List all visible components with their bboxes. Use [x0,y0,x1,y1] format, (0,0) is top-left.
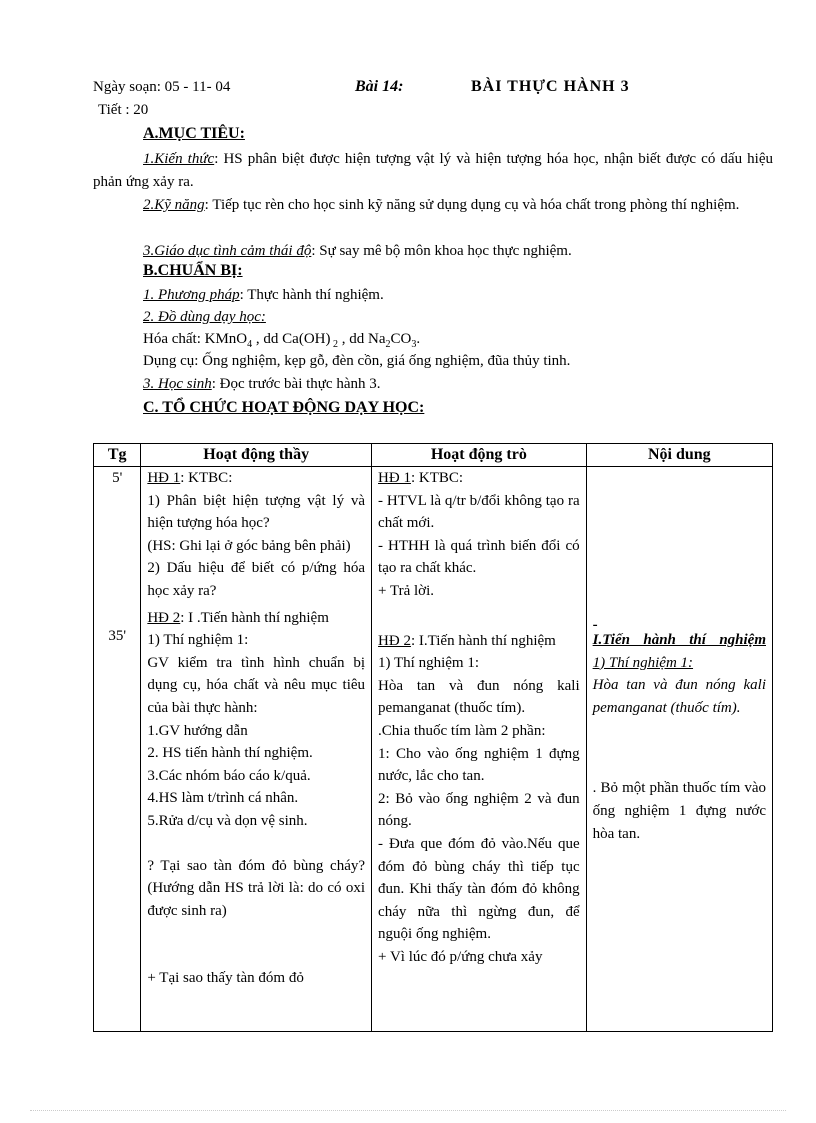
student-item: 1: Cho vào ống nghiệm 1 đựng nước, lắc cho tan. [378,745,580,785]
section-a-heading: A.MỤC TIÊU: [143,125,245,142]
student-hd2: HĐ 2 [378,632,411,649]
student-hd1: HĐ 1 [378,470,411,486]
attitude-label: 3.Giáo dục tình cảm thái độ [143,243,312,259]
student-item: - HTHH là quá trình biến đổi có tạo ra chất khác. [378,537,580,577]
equipment-line: Dụng cụ: Ống nghiệm, kẹp gỗ, đèn cồn, giá ống nghiệm, đũa thủy tinh. [143,353,571,369]
student-item: Hòa tan và đun nóng kali pemanganat (thuốc tím). [378,677,580,717]
teacher-item: GV kiểm tra tình hình chuẩn bị dụng cụ, hóa chất và nêu mục tiêu của bài thực hành: [147,654,366,716]
chem-text-3: , dd Na [337,331,386,347]
table-header-row [94,444,773,467]
chem-text-5: . [416,331,421,347]
time-35: 35' [108,627,127,644]
date-prepared: Ngày soạn: 05 - 11- 04 [93,79,231,95]
content-dash: - [592,617,598,633]
student-item: - Đưa que đóm đỏ vào.Nếu que đóm đỏ bùng cháy thì tiếp tục đun. Khi thấy tàn đóm đỏ không cháy nữa thì ngừng đun, để nguội ống nghiệm. [378,835,580,943]
chem-text-2: , dd Ca(OH) [252,331,331,347]
time-5: 5' [112,470,123,486]
teacher-item: 5.Rửa d/cụ và dọn vệ sinh. [147,812,308,829]
teacher-hd1-line [147,467,365,490]
teacher-item: 2. HS tiến hành thí nghiệm. [147,745,313,762]
skills-label: 2.Kỹ năng [143,197,205,213]
skills-text: : Tiếp tục rèn cho học sinh kỹ năng sử dụng dụng cụ và hóa chất trong phòng thí nghiệm. [204,197,740,213]
teacher-item: 3.Các nhóm báo cáo k/quả. [147,767,311,784]
teacher-item: 4.HS làm t/trình cá nhân. [147,790,299,807]
teacher-item: (HS: Ghi lại ở góc bảng bên phải) [147,537,351,554]
chem-sub-1: 4 [247,339,253,350]
chemicals-text: Hóa chất: KMnO [143,331,248,347]
students-line [143,376,380,393]
header-content: Nội dung [586,444,772,467]
table-row [94,467,773,1032]
section-c-heading: C. TỔ CHỨC HOẠT ĐỘNG DẠY HỌC: [143,399,425,416]
attitude-paragraph [93,240,773,263]
student-item: + Vì lúc đó p/ứng chưa xảy [378,948,543,965]
content-text: . Bỏ một phần thuốc tím vào ống nghiệm 1 đựng nước hòa tan. [592,780,766,842]
teacher-item: 1) Thí nghiệm 1: [147,632,249,649]
activities-table [93,443,773,1032]
chemicals-line [143,331,420,350]
knowledge-text: : HS phân biệt được hiện tượng vật lý và hiện tượng hóa học, nhận biết được có dấu hiệu phản ứng xảy ra. [93,151,773,190]
student-item: .Chia thuốc tím làm 2 phần: [378,722,546,739]
content-italic: Hòa tan và đun nóng kali pemanganat (thuốc tím). [592,677,766,716]
student-item: 1) Thí nghiệm 1: [378,655,479,672]
method-label: 1. Phương pháp [143,287,240,303]
chem-text-4: CO [390,331,412,347]
chem-sub-2: 2 [330,339,338,350]
teacher-hd1-rest: : KTBC: [180,470,233,486]
header-student: Hoạt động trò [372,444,587,467]
tools-colon: : [260,309,266,325]
student-hd2-rest: : I.Tiến hành thí nghiệm [410,632,556,649]
lesson-number: Bài 14: [355,78,404,95]
attitude-text: : Sự say mê bộ môn khoa học thực nghiệm. [311,243,572,259]
tools-line [143,309,266,326]
student-item: 2: Bỏ vào ống nghiệm 2 và đun nóng. [378,790,580,830]
time-cell [94,467,141,1032]
teacher-question: ? Tại sao tàn đóm đỏ bùng cháy? (Hướng dẫn HS trả lời là: do có oxi được sinh ra) [147,857,366,919]
chem-sub-4: 3 [411,339,417,350]
method-line [143,287,384,304]
student-item: + Trả lời. [378,582,435,599]
lesson-title: BÀI THỰC HÀNH 3 [471,78,630,95]
content-subheading: 1) Thí nghiệm 1: [592,654,694,671]
chem-sub-3: 2 [385,339,391,350]
knowledge-label: 1.Kiến thức [143,151,215,167]
student-hd1-line [378,467,580,490]
student-hd1-rest: : KTBC: [410,470,464,486]
student-cell [372,467,587,1032]
teacher-item: 1.GV hướng dẫn [147,722,248,739]
header-tg: Tg [94,444,141,467]
teacher-hd2: HĐ 2 [147,609,181,626]
teacher-question: + Tại sao thấy tàn đóm đỏ [147,970,304,987]
teacher-hd1: HĐ 1 [147,470,181,486]
tools-label: 2. Đồ dùng dạy học [143,309,261,325]
teacher-item: 1) Phân biệt hiện tượng vật lý và hiện tượng hóa học? [147,492,366,532]
method-text: : Thực hành thí nghiệm. [239,287,384,303]
page-bottom-rule [30,1110,786,1111]
skills-paragraph [93,194,773,217]
student-hd2-line [378,630,580,653]
teacher-cell [141,467,372,1032]
students-label: 3. Học sinh [143,376,212,392]
teacher-hd2-rest: : I .Tiến hành thí nghiệm [180,609,329,626]
teacher-item: 2) Dấu hiệu để biết có p/ứng hóa học xảy ra? [147,560,366,599]
students-text: : Đọc trước bài thực hành 3. [211,376,381,392]
content-cell [586,467,772,1032]
header-teacher: Hoạt động thầy [141,444,372,467]
knowledge-paragraph [93,148,773,194]
teacher-hd2-line [147,607,365,630]
content-heading: I.Tiến hành thí nghiệm [592,632,766,648]
student-item: - HTVL là q/tr b/đổi không tạo ra chất mới. [378,492,580,532]
period: Tiết : 20 [98,102,149,118]
section-b-heading: B.CHUẨN BỊ: [143,262,243,279]
